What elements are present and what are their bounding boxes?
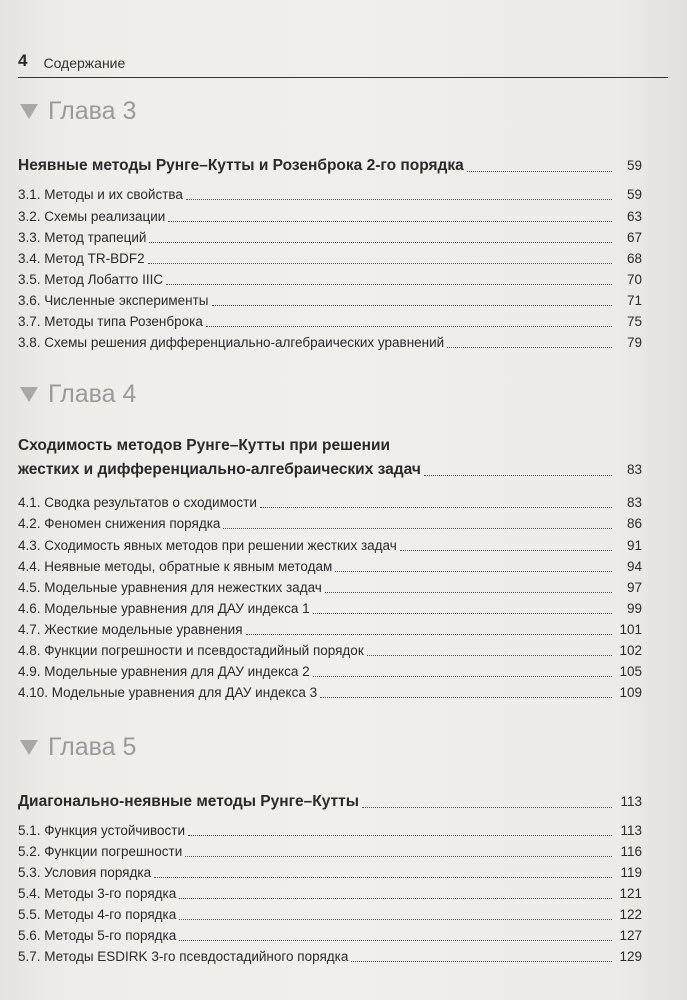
entry-title: 4.10. Модельные уравнения для ДАУ индекса 3 — [18, 685, 318, 700]
page-ref: 119 — [620, 865, 642, 880]
entry-title: 3.3. Метод трапеций — [18, 230, 147, 245]
leader-dots — [148, 262, 612, 264]
entry-title: 3.4. Метод TR-BDF2 — [18, 251, 145, 266]
page-ref: 102 — [619, 643, 642, 658]
entry-title: 5.5. Методы 4-го порядка — [18, 907, 177, 922]
leader-dots — [179, 918, 612, 920]
toc-entry-3-1[interactable] — [18, 186, 642, 204]
chapter-3-heading — [20, 97, 136, 126]
toc-entry-4-4[interactable] — [18, 558, 642, 576]
toc-entry-4-6[interactable] — [18, 600, 642, 618]
page-ref: 129 — [619, 949, 642, 964]
leader-dots — [166, 283, 612, 285]
chapter-label: Глава 4 — [48, 380, 137, 408]
toc-entry-4-8[interactable] — [18, 642, 642, 660]
page-ref: 75 — [626, 314, 642, 329]
leader-dots — [325, 591, 612, 593]
toc-entry-3-8[interactable] — [18, 334, 642, 352]
page-ref: 86 — [626, 516, 642, 531]
page-ref: 63 — [626, 209, 642, 224]
toc-entry-3-5[interactable] — [18, 271, 642, 289]
leader-dots — [185, 855, 612, 857]
entry-title: 4.3. Сходимость явных методов при решении жестких задач — [18, 538, 397, 553]
page-ref: 122 — [619, 907, 642, 922]
triangle-down-icon — [20, 387, 38, 402]
leader-dots — [467, 170, 612, 172]
toc-entry-3-7[interactable] — [18, 313, 642, 331]
toc-entry-4-9[interactable] — [18, 663, 642, 681]
chapter-3-title[interactable]: Неявные методы Рунге–Кутты и Розенброка 2-го порядка 59 — [18, 154, 642, 178]
page-ref: 91 — [626, 538, 642, 553]
toc-entry-3-4[interactable] — [18, 250, 642, 268]
page-number: 4 — [18, 51, 28, 70]
leader-dots — [179, 939, 612, 941]
chapter-4-title[interactable]: Сходимость методов Рунге–Кутты при решении жестких и дифференциально-алгебраических задач 83 — [18, 434, 642, 482]
page-ref: 79 — [626, 335, 642, 350]
page-ref: 83 — [626, 495, 642, 510]
toc-entry-4-7[interactable] — [18, 621, 642, 639]
page-ref: 113 — [620, 823, 642, 838]
toc-entry-3-3[interactable] — [18, 229, 642, 247]
entry-title: 4.8. Функции погрешности и псевдостадийный порядок — [18, 643, 364, 658]
page-ref: 105 — [619, 664, 642, 679]
toc-entry-5-3[interactable] — [18, 864, 642, 882]
leader-dots — [400, 549, 612, 551]
leader-dots — [313, 612, 612, 614]
toc-entry-4-1[interactable] — [18, 494, 642, 512]
page-ref: 59 — [626, 158, 642, 173]
entry-title: 3.7. Методы типа Розенброка — [18, 314, 203, 329]
page-ref: 127 — [619, 928, 642, 943]
page-ref: 101 — [619, 622, 642, 637]
entry-title: 4.6. Модельные уравнения для ДАУ индекса 1 — [18, 601, 310, 616]
entry-title: 3.5. Метод Лобатто IIIC — [18, 272, 164, 287]
leader-dots — [362, 806, 612, 808]
page-ref: 94 — [626, 559, 642, 574]
triangle-down-icon — [20, 104, 38, 119]
toc-entry-5-4[interactable] — [18, 885, 642, 903]
page-ref: 113 — [620, 794, 642, 809]
entry-title: 4.2. Феномен снижения порядка — [18, 516, 221, 531]
toc-entry-4-2[interactable] — [18, 515, 642, 533]
entry-title: 4.5. Модельные уравнения для нежестких задач — [18, 580, 322, 595]
leader-dots — [186, 198, 612, 200]
page-ref: 67 — [626, 230, 642, 245]
toc-entry-4-3[interactable] — [18, 537, 642, 555]
toc-entry-5-2[interactable] — [18, 843, 642, 861]
entry-title: 5.4. Методы 3-го порядка — [18, 886, 177, 901]
leader-dots — [320, 696, 612, 698]
page-ref: 59 — [626, 187, 642, 202]
chapter-label: Глава 5 — [48, 733, 137, 761]
leader-dots — [424, 474, 612, 476]
triangle-down-icon — [20, 740, 38, 755]
leader-dots — [260, 506, 612, 508]
entry-title: 5.2. Функции погрешности — [18, 844, 183, 859]
leader-dots — [188, 834, 612, 836]
page-ref: 109 — [619, 685, 642, 700]
leader-dots — [212, 304, 612, 306]
page-ref: 121 — [619, 886, 642, 901]
leader-dots — [351, 960, 612, 962]
page-ref: 70 — [626, 272, 642, 287]
toc-entry-3-2[interactable] — [18, 208, 642, 226]
leader-dots — [335, 570, 612, 572]
page-ref: 68 — [626, 251, 642, 266]
page-ref: 116 — [620, 844, 642, 859]
running-head — [18, 44, 668, 78]
leader-dots — [149, 241, 612, 243]
toc-entry-5-7[interactable] — [18, 948, 642, 966]
entry-title: 4.4. Неявные методы, обратные к явным методам — [18, 559, 333, 574]
entry-title: 4.1. Сводка результатов о сходимости — [18, 495, 257, 510]
page-ref: 83 — [626, 462, 642, 477]
toc-entry-4-10[interactable] — [18, 684, 642, 702]
toc-entry-5-5[interactable] — [18, 906, 642, 924]
page-ref: 97 — [626, 580, 642, 595]
entry-title: 3.6. Численные эксперименты — [18, 293, 209, 308]
page-ref: 99 — [626, 601, 642, 616]
chapter-4-heading — [20, 380, 136, 409]
leader-dots — [223, 527, 612, 529]
chapter-5-title[interactable]: Диагонально-неявные методы Рунге–Кутты 113 — [18, 790, 642, 814]
entry-title: 3.1. Методы и их свойства — [18, 187, 183, 202]
toc-entry-4-5[interactable] — [18, 579, 642, 597]
leader-dots — [179, 897, 612, 899]
header-title: Содержание — [43, 55, 126, 71]
leader-dots — [367, 654, 612, 656]
entry-title: 4.7. Жесткие модельные уравнения — [18, 622, 243, 637]
entry-title: 5.3. Условия порядка — [18, 865, 152, 880]
leader-dots — [168, 220, 612, 222]
page-ref: 71 — [626, 293, 642, 308]
toc-entry-3-6[interactable] — [18, 292, 642, 310]
leader-dots — [246, 633, 612, 635]
entry-title: 4.9. Модельные уравнения для ДАУ индекса 2 — [18, 664, 310, 679]
toc-entry-5-1[interactable] — [18, 822, 642, 840]
entry-title: 5.1. Функция устойчивости — [18, 823, 185, 838]
entry-title: 3.2. Схемы реализации — [18, 209, 166, 224]
entry-title: 5.6. Методы 5-го порядка — [18, 928, 177, 943]
entry-title: 5.7. Методы ESDIRK 3-го псевдостадийного порядка — [18, 949, 349, 964]
toc-entry-5-6[interactable] — [18, 927, 642, 945]
leader-dots — [447, 346, 612, 348]
leader-dots — [154, 876, 612, 878]
leader-dots — [206, 325, 612, 327]
entry-title: 3.8. Схемы решения дифференциально-алгебраических уравнений — [18, 335, 445, 350]
leader-dots — [313, 675, 612, 677]
chapter-label: Глава 3 — [48, 97, 137, 125]
chapter-5-heading — [20, 733, 136, 762]
